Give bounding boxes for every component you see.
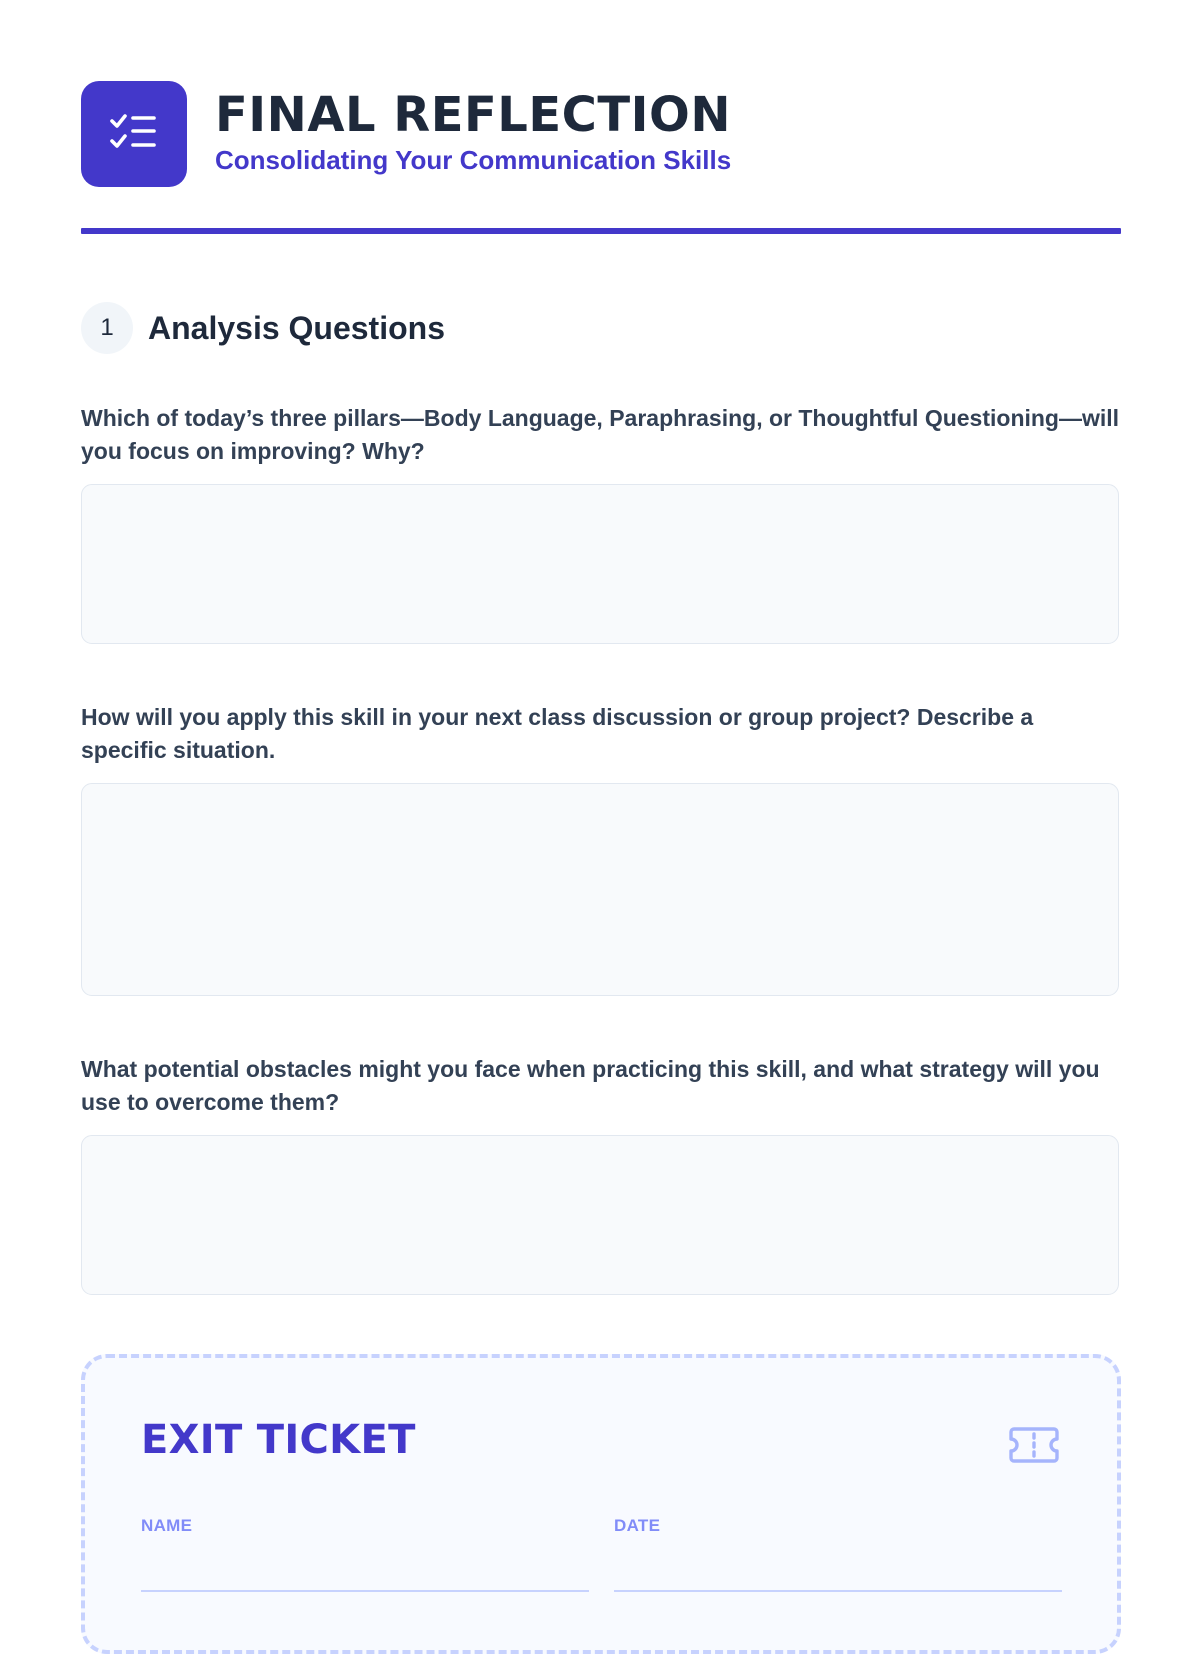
date-label: DATE <box>614 1516 661 1535</box>
checklist-icon <box>81 81 187 187</box>
section-number-badge: 1 <box>81 302 133 354</box>
question-1 <box>81 402 1121 644</box>
name-field <box>141 1516 192 1536</box>
exit-ticket-title: EXIT TICKET <box>141 1417 416 1463</box>
question-3-answer-box[interactable] <box>81 1135 1119 1295</box>
name-label: NAME <box>141 1516 193 1535</box>
section-title: Analysis Questions <box>148 309 445 346</box>
question-2-answer-box[interactable] <box>81 783 1119 996</box>
exit-ticket-card <box>81 1354 1121 1654</box>
ticket-icon <box>1008 1425 1060 1465</box>
page-header <box>81 81 1121 187</box>
header-divider <box>81 228 1121 234</box>
page-title: FINAL REFLECTION <box>215 87 731 143</box>
question-1-text: Which of today’s three pillars—Body Language, Paraphrasing, or Thoughtful Questioning—will you focus on improving? Why? <box>81 405 1120 464</box>
question-2 <box>81 701 1121 996</box>
name-input-line[interactable] <box>141 1590 589 1592</box>
question-3-text: What potential obstacles might you face when practicing this skill, and what strategy will you use to overcome them? <box>81 1056 1100 1115</box>
worksheet-page <box>81 81 1121 1295</box>
question-3 <box>81 1053 1121 1295</box>
date-input-line[interactable] <box>614 1590 1062 1592</box>
page-subtitle: Consolidating Your Communication Skills <box>215 145 732 175</box>
title-block <box>215 87 732 175</box>
question-1-answer-box[interactable] <box>81 484 1119 644</box>
question-2-text: How will you apply this skill in your next class discussion or group project? Describe a specific situation. <box>81 704 1034 763</box>
section-heading <box>81 302 1121 354</box>
date-field <box>614 1516 660 1536</box>
